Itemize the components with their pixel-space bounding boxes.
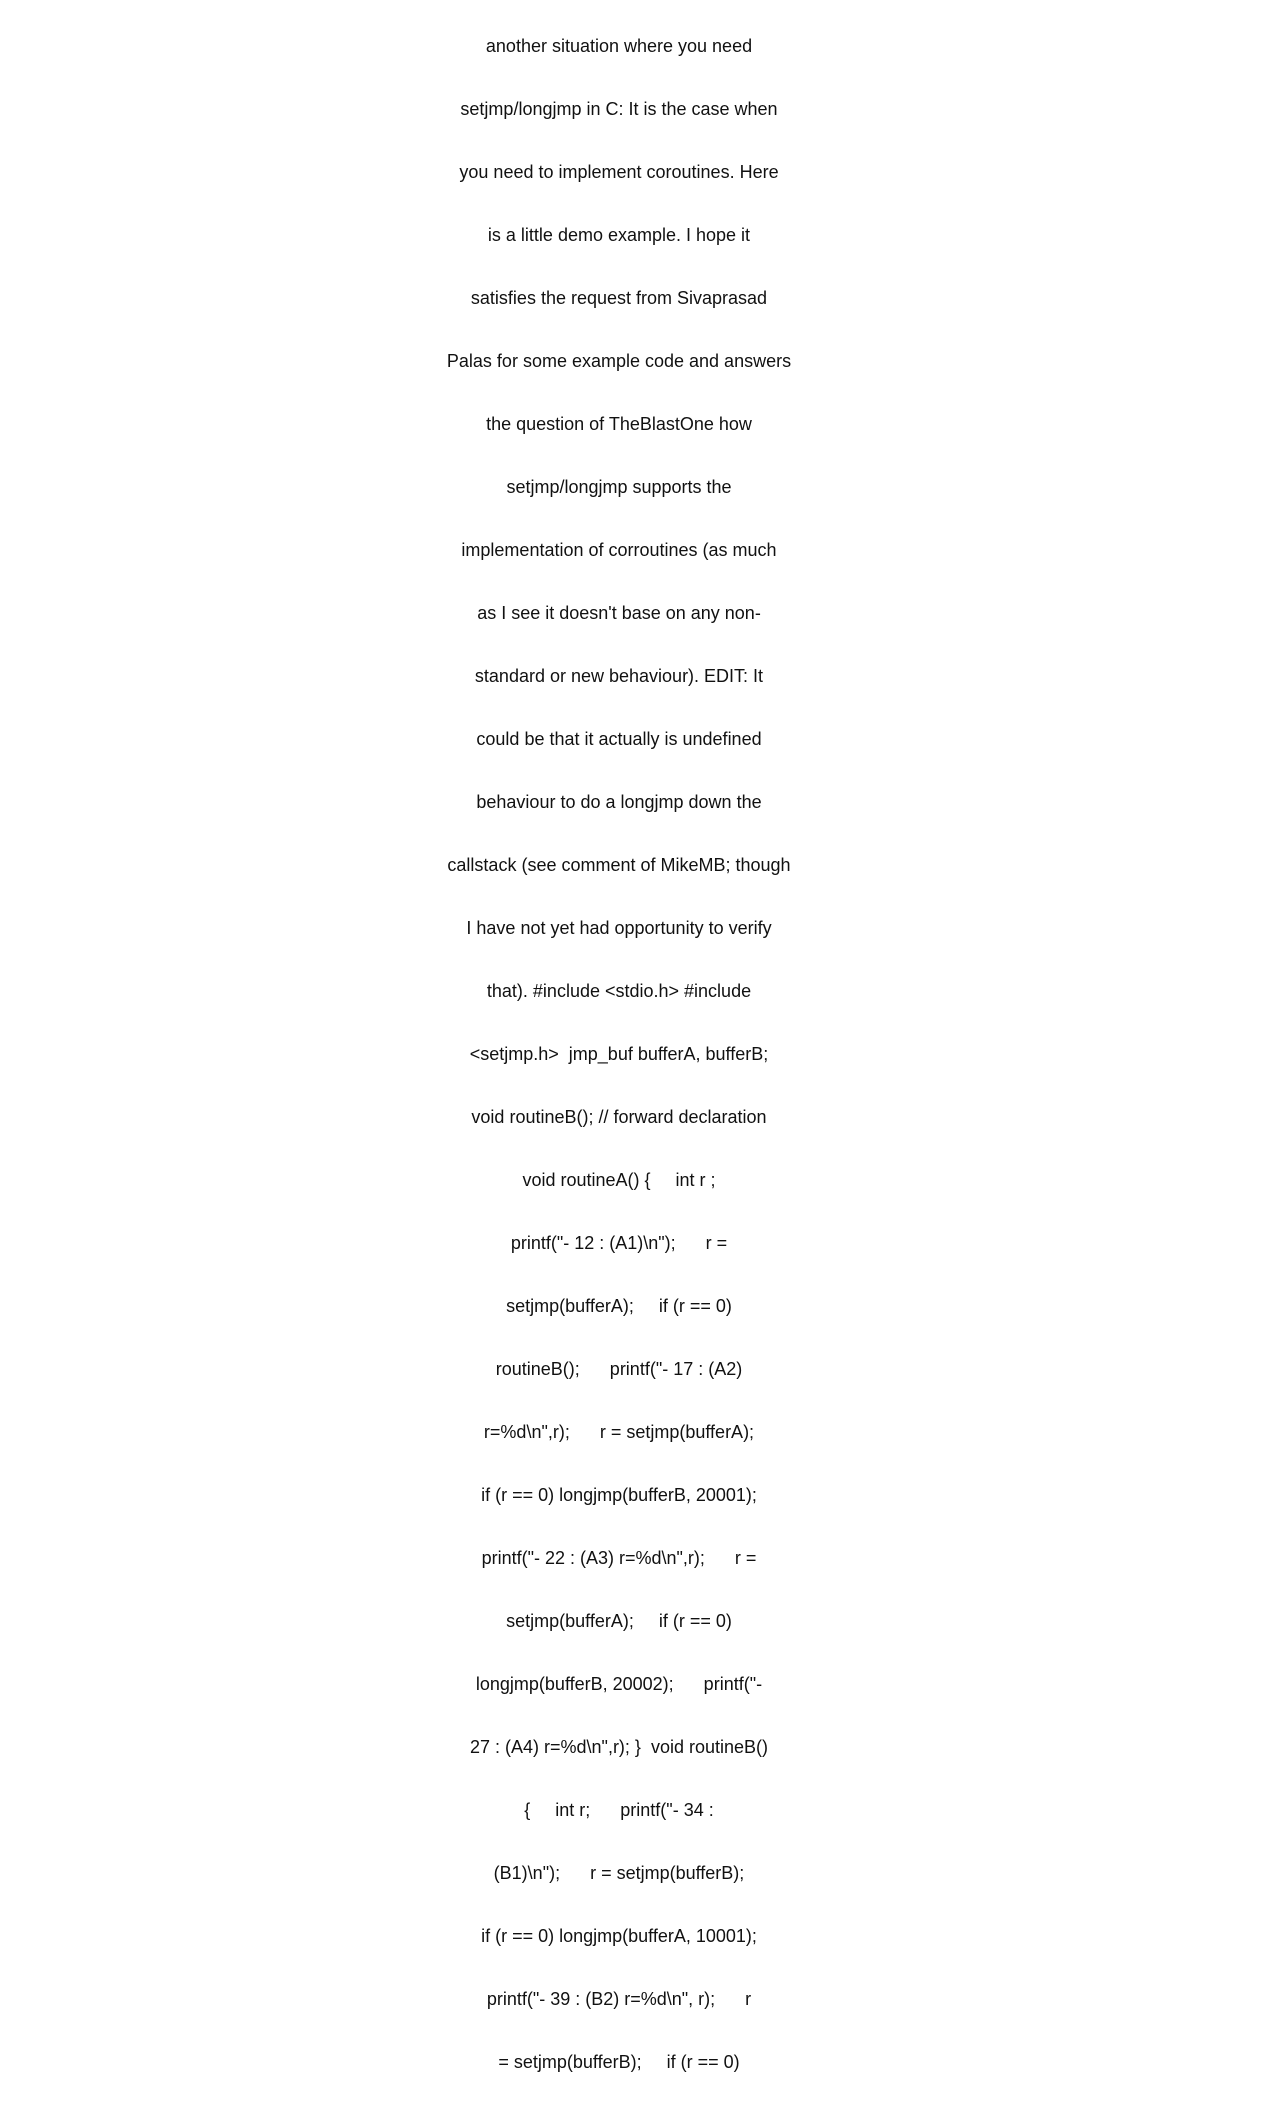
- text-line: callstack (see comment of MikeMB; though: [447, 855, 791, 875]
- text-line: setjmp(bufferA); if (r == 0): [506, 1611, 732, 1631]
- text-line: void routineB(); // forward declaration: [471, 1107, 767, 1127]
- text-line: r=%d\n",r); r = setjmp(bufferA);: [483, 1422, 755, 1442]
- text-line: behaviour to do a longjmp down the: [476, 792, 762, 812]
- text-line: routineB(); printf("- 17 : (A2): [495, 1359, 743, 1379]
- text-line: { int r; printf("- 34 :: [524, 1800, 714, 1820]
- text-line: as I see it doesn't base on any non-: [477, 603, 761, 623]
- text-line: implementation of corroutines (as much: [461, 540, 777, 560]
- text-line: setjmp(bufferA); if (r == 0): [506, 1296, 732, 1316]
- text-line: that). #include <stdio.h> #include: [486, 981, 752, 1001]
- document-text: [440, 0, 798, 2115]
- text-line: is a little demo example. I hope it: [487, 225, 751, 245]
- text-line: if (r == 0) longjmp(bufferA, 10001);: [481, 1926, 757, 1946]
- text-line: satisfies the request from Sivaprasad: [470, 288, 768, 308]
- text-line: I have not yet had opportunity to verify: [466, 918, 772, 938]
- text-line: printf("- 39 : (B2) r=%d\n", r); r: [486, 1989, 752, 2009]
- text-line: void routineA() { int r ;: [522, 1170, 716, 1190]
- text-line: could be that it actually is undefined: [476, 729, 762, 749]
- text-line: (B1)\n"); r = setjmp(bufferB);: [493, 1863, 745, 1883]
- text-line: the question of TheBlastOne how: [486, 414, 752, 434]
- text-line: another situation where you need: [485, 36, 753, 56]
- text-line: = setjmp(bufferB); if (r == 0): [498, 2052, 740, 2072]
- text-line: longjmp(bufferB, 20002); printf("-: [475, 1674, 763, 1694]
- text-line: Palas for some example code and answers: [446, 351, 792, 371]
- text-line: printf("- 12 : (A1)\n"); r =: [510, 1233, 728, 1253]
- text-line: <setjmp.h> jmp_buf bufferA, bufferB;: [469, 1044, 769, 1064]
- text-line: you need to implement coroutines. Here: [459, 162, 779, 182]
- text-line: 27 : (A4) r=%d\n",r); } void routineB(): [469, 1737, 768, 1757]
- text-line: printf("- 22 : (A3) r=%d\n",r); r =: [481, 1548, 757, 1568]
- text-line: setjmp/longjmp supports the: [506, 477, 732, 497]
- text-line: if (r == 0) longjmp(bufferB, 20001);: [481, 1485, 757, 1505]
- text-line: standard or new behaviour). EDIT: It: [474, 666, 764, 686]
- text-line: setjmp/longjmp in C: It is the case when: [460, 99, 778, 119]
